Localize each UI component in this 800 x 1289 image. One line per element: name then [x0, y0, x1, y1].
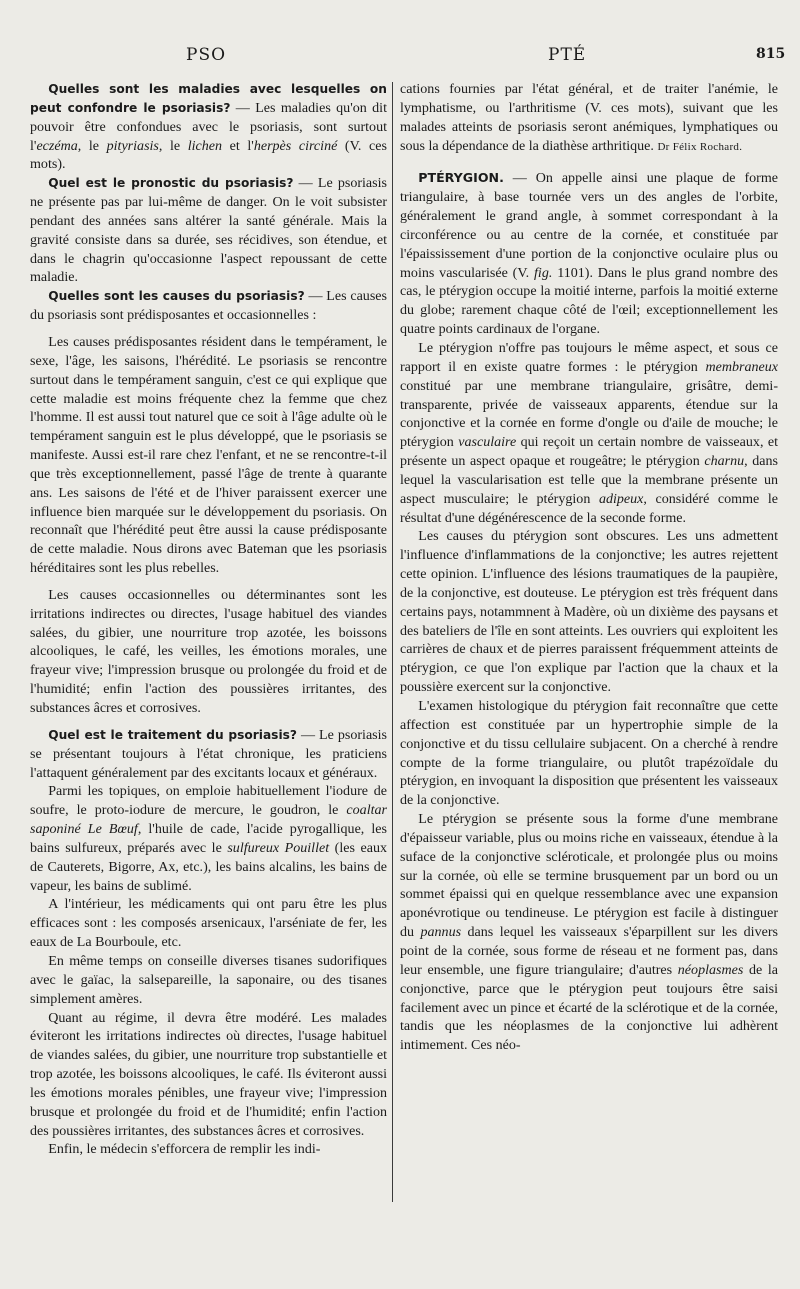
- question-paragraph: [30, 80, 387, 174]
- question-heading: Quelles sont les causes du psoriasis?: [48, 289, 305, 304]
- question-paragraph: [30, 287, 387, 325]
- text-run: — Les maladies qu'on dit pouvoir être confondues avec le psoriasis, sont surtout l': [30, 99, 387, 154]
- pterygion-entry: [400, 169, 778, 1055]
- text-run: — On appelle ainsi une plaque de forme triangulaire, à base tournée vers un des angles de l'orbite, généralement le grand angle, à sommet correspondant à la circonférence ou au centre de la cornée, et constituée par l'épaississement d'une portion de la conjonctive oculaire plus ou moins vascularisée (V.: [400, 170, 778, 281]
- italic-term: pannus: [420, 924, 462, 941]
- text-run: En même temps on conseille diverses tisanes sudorifiques avec le gaïac, la salsepareille, la saponaire, ou des tisanes simplement amères.: [30, 952, 387, 1007]
- italic-term: lichen: [187, 137, 223, 154]
- body-paragraph: [30, 333, 387, 578]
- text-run: Les causes prédisposantes résident dans le tempérament, le sexe, l'âge, les saisons, l'hérédité. Le psoriasis se rencontre surtout dans le tempérament sanguin, c'est ce qui explique que cette maladie est moins fréquente chez la femme que chez l'homme. Il est aussi tout naturel que ce soit à l'âge adulte où le tempérament sanguin est le plus développé, que le psoriasis se manifeste. Aussi est-il rare chez l'enfant, et ne se rencontre-t-il que très exceptionnellement, passé l'âge de trente à quarante ans. Les saisons de l'été et de l'hiver paraissent exercer une influence bien marquée sur le développement du psoriasis. On reconnaît que l'hérédité peut être aussi la cause prédisposante de cette maladie. Nous dirons avec Bateman que les psoriasis héréditaires sont les plus rebelles.: [30, 333, 387, 577]
- text-run: Le ptérygion n'offre pas toujours le même aspect, et sous ce rapport il en existe quatre formes : le ptérygion: [400, 339, 778, 375]
- text-run: et l': [222, 137, 254, 154]
- body-paragraph: [400, 339, 778, 527]
- question-paragraph: [30, 174, 387, 287]
- text-run: — Les causes du psoriasis sont prédisposantes et occasionnelles :: [30, 288, 387, 324]
- italic-term: pityriasis: [106, 137, 159, 154]
- italic-term: sulfureux Pouillet: [227, 839, 330, 856]
- italic-term: herpès circiné: [253, 137, 338, 154]
- text-run: dans lequel les vaisseaux s'éparpillent sur les divers point de la cornée, sous forme de réseau et ne forment pas, dans leur ensemble, une figure triangulaire; d'autres: [400, 924, 778, 978]
- right-column: [400, 80, 778, 1203]
- text-run: , le: [77, 137, 107, 154]
- continuation-paragraph: [400, 80, 778, 156]
- text-run: — Le psoriasis ne présente pas par lui-même de danger. On le voit subsister pendant des années sans altérer la santé générale. Mais la gravité consiste dans sa durée, ses récidives, son étendue, et dans le chagrin qu'occasionne l'aspect repoussant de cette maladie.: [30, 175, 388, 286]
- body-paragraph: [400, 810, 778, 1055]
- running-head-right: PTÉ: [548, 45, 587, 65]
- text-run: (les eaux de Cauterets, Bigorre, Ax, etc.), les bains alcalins, les bains de vapeur, les bains de sublimé.: [30, 839, 387, 894]
- italic-term: eczéma: [36, 137, 78, 154]
- question-heading: Quel est le pronostic du psoriasis?: [48, 176, 294, 191]
- text-run: , l'huile de cade, l'acide pyrogallique, les bains sulfureux, préparés avec le: [30, 821, 387, 856]
- text-run: de la conjonctive, parce que le ptérygion peut toujours être saisi facilement avec un pince et écarté de la sclérotique et de la cornée, tandis que les néoplasmes de la conjonctive lui adhèrent intimement. Ces néo-: [400, 961, 778, 1054]
- body-paragraph: [30, 1009, 387, 1141]
- italic-term: adipeux: [598, 490, 644, 507]
- italic-term: fig.: [534, 264, 553, 281]
- body-paragraph: [400, 527, 778, 697]
- text-run: (V. ces mots).: [30, 137, 387, 173]
- question-heading: Quelles sont les maladies avec lesquelles on peut confondre le psoriasis?: [30, 82, 387, 115]
- page-number: 815: [756, 46, 786, 62]
- italic-term: membraneux: [705, 358, 778, 375]
- entry-definition: [400, 169, 778, 339]
- body-paragraph: [30, 586, 387, 718]
- continuation-text: cations fournies par l'état général, et de traiter l'anémie, le lymphatisme, ou l'arthritisme (V. ces mots), suivant que les malades atteints de psoriasis seront anémiques, lymphatiques ou sous la dépendance de la diathèse arthritique.: [400, 81, 778, 154]
- text-run: Les causes occasionnelles ou déterminantes sont les irritations indirectes ou directes, l'usage habituel des viandes salées, du gibier, une nourriture trop azotée, les boissons alcooliques, le café, les veilles, les émotions morales, une frayeur vive; l'impression brusque ou prolongée du froid et de l'humidité; enfin l'action des poussières irritantes, des substances âcres et corrosives.: [30, 586, 387, 716]
- left-column: [30, 80, 387, 1203]
- italic-term: charnu: [704, 453, 745, 470]
- text-run: Quant au régime, il devra être modéré. Les malades éviteront les irritations indirectes où directes, l'usage habituel de viandes salées, du gibier, une nourriture trop substantielle et trop azotée, les boissons alcooliques, le café. Ils éviteront aussi les émotions morales pénibles, une frayeur vive; l'impression brusque et prolongée du froid et de l'humidité; enfin l'action des poussières irritantes, des substances âcres et corrosives.: [30, 1009, 387, 1139]
- italic-term: vasculaire: [458, 434, 517, 451]
- body-paragraph: [400, 697, 778, 810]
- question-heading: Quel est le traitement du psoriasis?: [48, 727, 297, 742]
- running-head-left: PSO: [186, 45, 227, 65]
- text-run: — Le psoriasis se présentant toujours à l'état chronique, les praticiens l'attaquent généralement par des excitants locaux et généraux.: [30, 726, 388, 781]
- text-run: Parmi les topiques, on emploie habituellement l'iodure de soufre, le proto-iodure de mercure, le goudron, le: [30, 783, 387, 819]
- question-paragraph: [30, 726, 387, 783]
- text-run: A l'intérieur, les médicaments qui ont paru être les plus efficaces sont : les composés arsenicaux, l'arséniate de fer, les eaux de La Bourboule, etc.: [30, 896, 387, 951]
- body-paragraph: [30, 952, 387, 1009]
- text-run: 1101). Dans le plus grand nombre des cas, le ptérygion occupe la moitié interne, parfois la moitié externe du globe; rarement chaque côté de l'œil; exceptionnellement les quatre points cardinaux de l'organe.: [400, 264, 778, 338]
- column-rule: [392, 82, 393, 1202]
- body-paragraph: [30, 1140, 387, 1159]
- author-signature: Dr Félix Rochard.: [657, 140, 743, 153]
- text-run: Enfin, le médecin s'efforcera de remplir les indi-: [48, 1141, 321, 1158]
- italic-term: néoplasmes: [677, 961, 744, 978]
- text-run: L'examen histologique du ptérygion fait reconnaître que cette affection est constituée par un hypertrophie simple de la conjonctive et du tissu cellulaire subjacent. On a cherché à rendre compte de la forme triangulaire, ou plutôt trapézoïdale du ptérygion, en invoquant la disposition que présentent les vaisseaux de la conjonctive.: [400, 698, 778, 809]
- text-run: Le ptérygion se présente sous la forme d'une membrane d'épaisseur variable, plus ou moins riche en vaisseaux, étendue à la suface de la conjonctive scléroticale, et prolongée plus ou moins sur la cornée, où elle se termine brusquement par un bord ou un sommet épaissi qui en quelque ressemblance avec une expansion aponévrotique ou tendineuse. Le ptérygion est facile à distinguer du: [400, 811, 778, 941]
- entry-title: PTÉRYGION.: [418, 170, 504, 186]
- text-run: , dans lequel la vascularisation est telle que la membrane présente un aspect musculaire; le ptérygion: [400, 453, 778, 507]
- body-paragraph: [30, 895, 387, 952]
- text-run: , le: [158, 137, 188, 154]
- text-run: , considéré comme le résultat d'une dégénérescence de la seconde forme.: [400, 490, 778, 526]
- text-run: Les causes du ptérygion sont obscures. Les uns admettent l'influence d'inflammations de la conjonctive; les autres rejettent cette opinion. L'influence des lésions traumatiques de la paupière, de la conjonctive, est douteuse. Le ptérygion est très fréquent dans certains pays, notammnent à Madère, où un dixième des paysans et des bateliers de l'île en sont atteints. Les ouvriers qui exploitent les carrières de chaux et de pierres paraissent fréquemment atteints de ptérygion, ce que l'on explique par l'action que la chaux et la poussière exercent sur la conjonctive.: [400, 528, 778, 696]
- body-paragraph: [30, 782, 387, 895]
- text-run: qui reçoit un certain nombre de vaisseaux, et présente un aspect opaque et rougeâtre; le ptérygion: [400, 434, 778, 470]
- text-run: constitué par une membrane triangulaire, grisâtre, demi-transparente, privée de vaisseaux apparents, étendue sur la conjonctive et la cornée en forme d'ongle ou d'aile de mouche; le ptérygion: [400, 377, 778, 451]
- italic-term: coaltar saponiné Le Bœuf: [30, 802, 387, 838]
